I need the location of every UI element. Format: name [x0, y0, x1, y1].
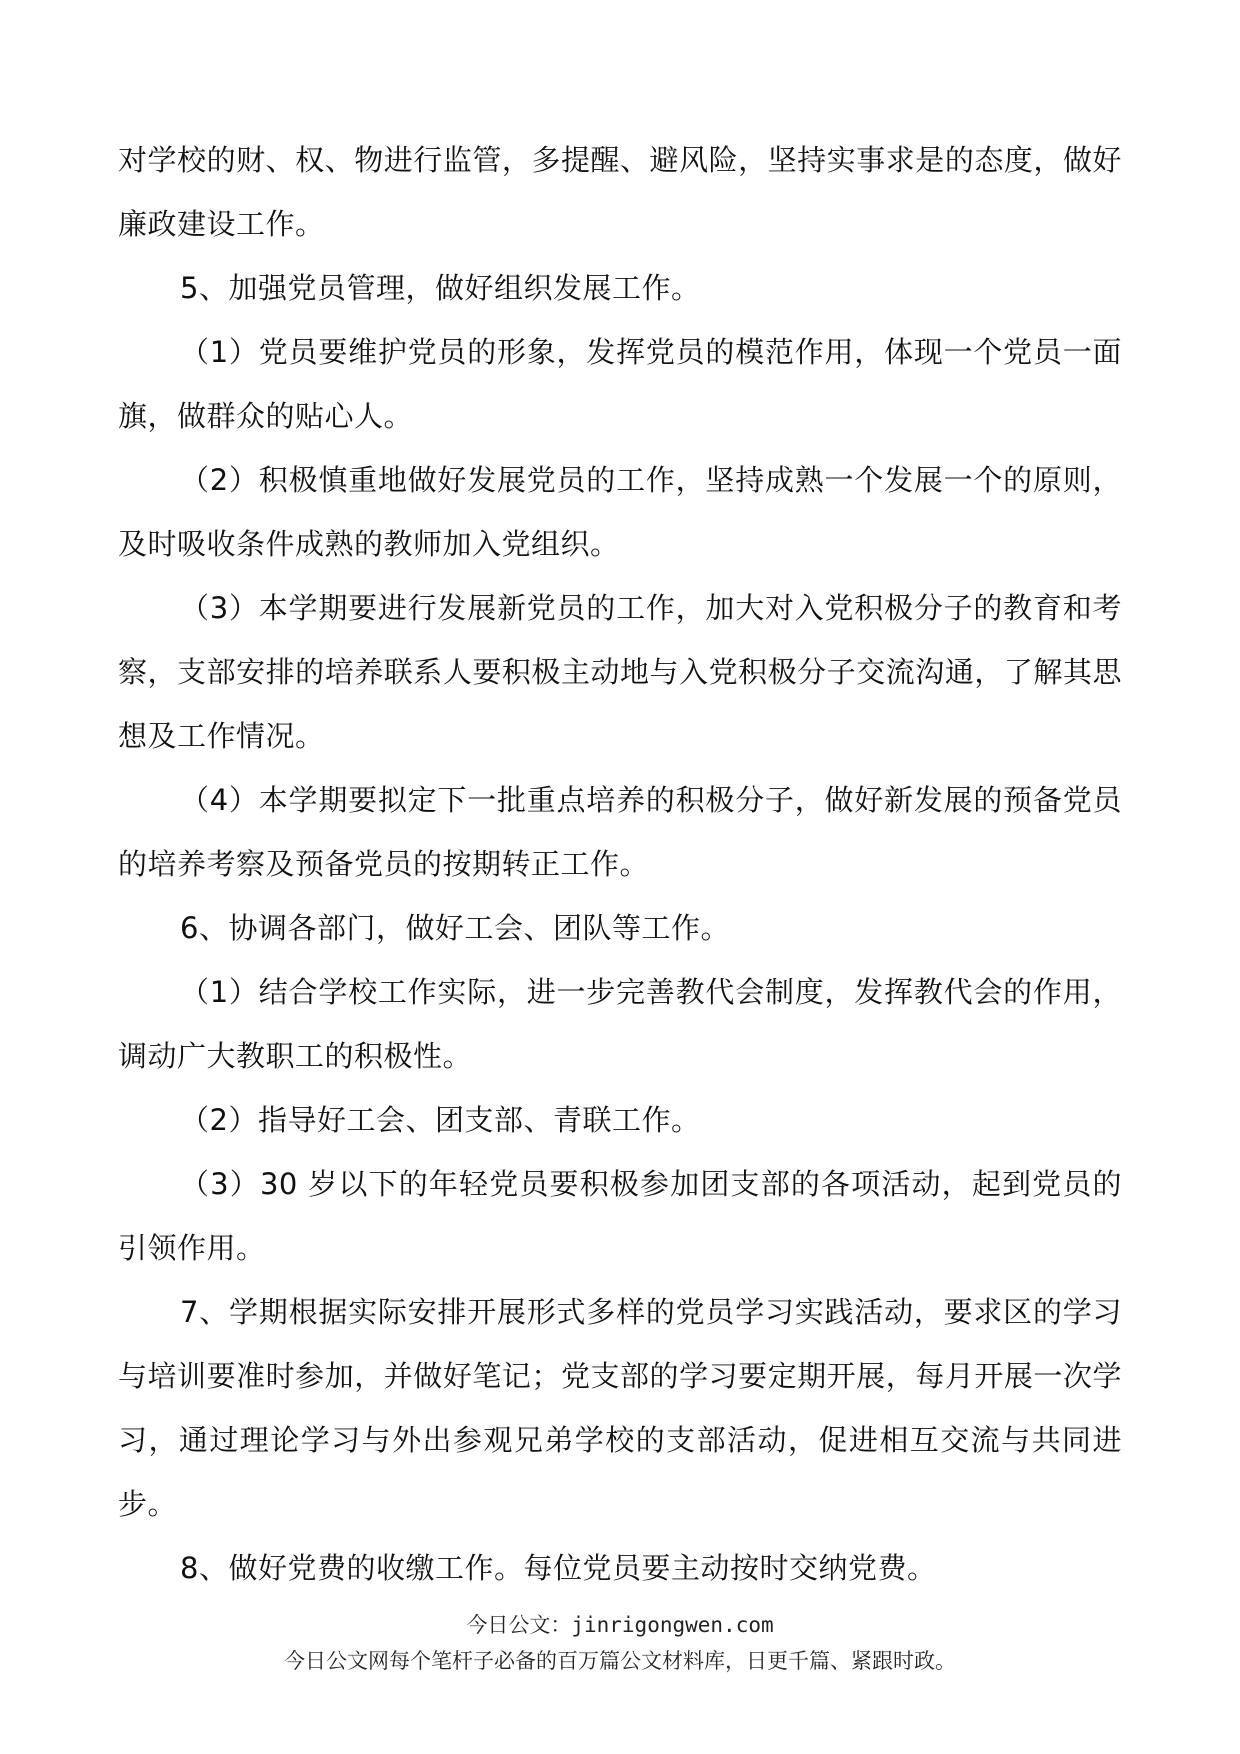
paragraph-10: （3）30 岁以下的年轻党员要积极参加团支部的各项活动，起到党员的引领作用。 — [118, 1167, 1122, 1265]
document-body — [118, 128, 1122, 1600]
paragraph-1: 对学校的财、权、物进行监管，多提醒、避风险，坚持实事求是的态度，做好廉政建设工作。 — [118, 143, 1122, 241]
paragraph-4: （2）积极慎重地做好发展党员的工作，坚持成熟一个发展一个的原则，及时吸收条件成熟的教师加入党组织。 — [118, 463, 1122, 561]
paragraph-6: （4）本学期要拟定下一批重点培养的积极分子，做好新发展的预备党员的培养考察及预备党员的按期转正工作。 — [118, 783, 1122, 881]
paragraph-12: 8、做好党费的收缴工作。每位党员要主动按时交纳党费。 — [180, 1551, 937, 1585]
footer-site-link[interactable]: jinrigongwen.com — [571, 1613, 774, 1637]
paragraph-7: 6、协调各部门，做好工会、团队等工作。 — [180, 911, 730, 945]
paragraph-5: （3）本学期要进行发展新党员的工作，加大对入党积极分子的教育和考察，支部安排的培养联系人要积极主动地与入党积极分子交流沟通，了解其思想及工作情况。 — [118, 591, 1122, 753]
paragraph-9: （2）指导好工会、团支部、青联工作。 — [180, 1103, 701, 1137]
paragraph-8: （1）结合学校工作实际，进一步完善教代会制度，发挥教代会的作用，调动广大教职工的积极性。 — [118, 975, 1122, 1073]
paragraph-2: 5、加强党员管理，做好组织发展工作。 — [180, 271, 701, 305]
paragraph-11: 7、学期根据实际安排开展形式多样的党员学习实践活动，要求区的学习与培训要准时参加，并做好笔记；党支部的学习要定期开展，每月开展一次学习，通过理论学习与外出参观兄弟学校的支部活动，促进相互交流与共同进步。 — [118, 1295, 1122, 1521]
footer-site — [0, 1609, 1240, 1639]
footer-site-label: 今日公文： — [466, 1613, 572, 1637]
paragraph-3: （1）党员要维护党员的形象，发挥党员的模范作用，体现一个党员一面旗，做群众的贴心人。 — [118, 335, 1122, 433]
footer-tagline: 今日公文网每个笔杆子必备的百万篇公文材料库，日更千篇、紧跟时政。 — [284, 1649, 956, 1673]
